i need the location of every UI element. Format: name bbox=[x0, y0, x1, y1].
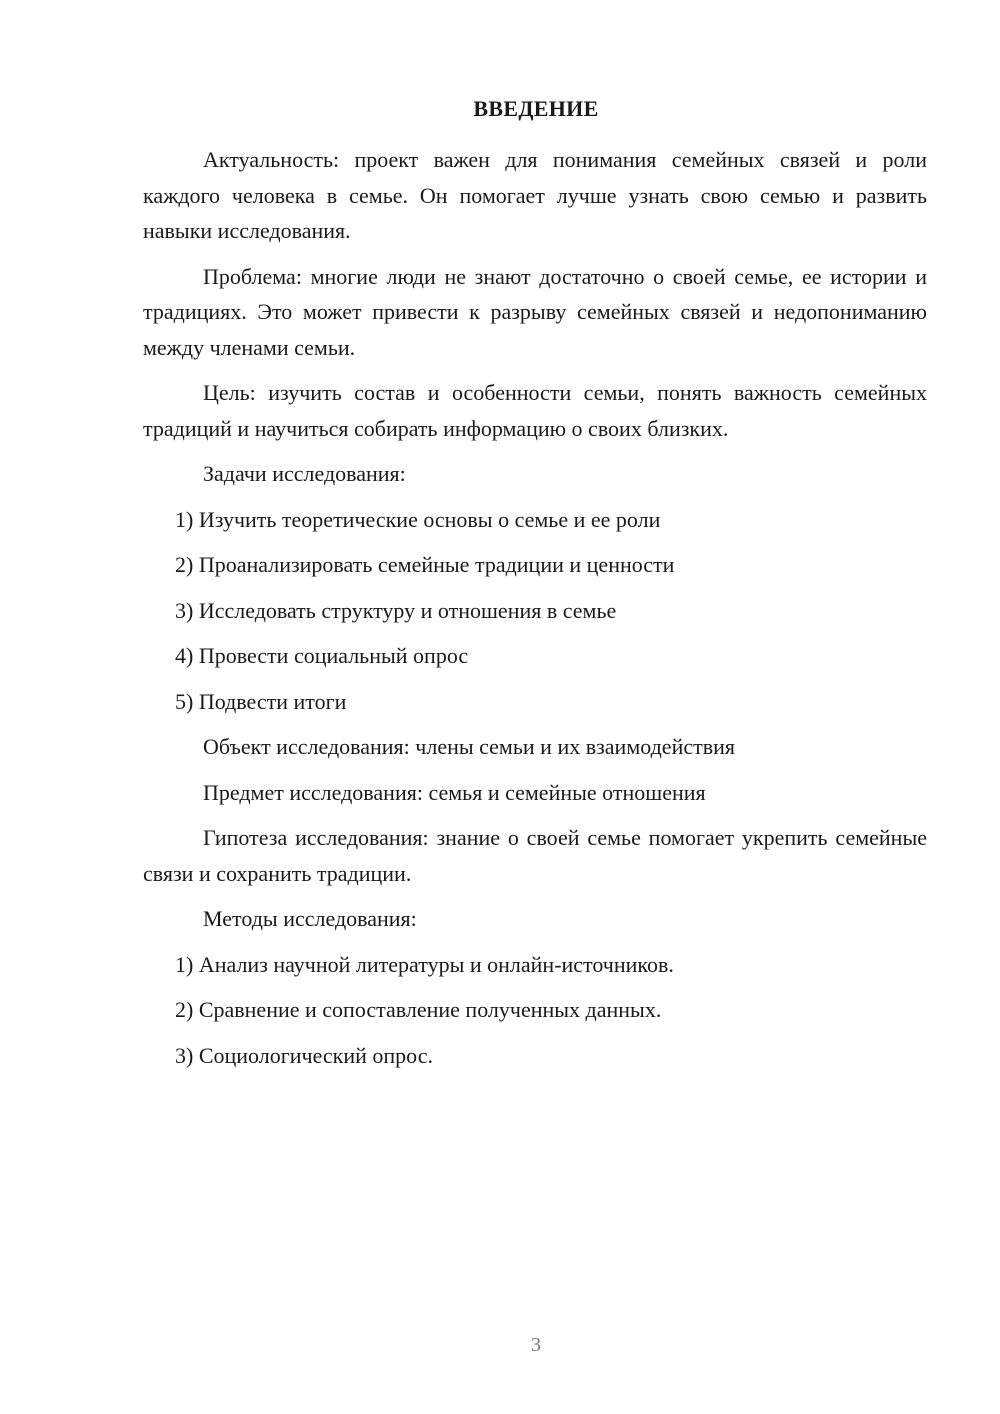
task-item: 5) Подвести итоги bbox=[175, 688, 347, 714]
task-item: 1) Изучить теоретические основы о семье и ее роли bbox=[175, 506, 661, 532]
method-item: 2) Сравнение и сопоставление полученных данных. bbox=[175, 997, 662, 1022]
method-item: 3) Социологический опрос. bbox=[175, 1042, 433, 1068]
relevance-paragraph: Актуальность: проект важен для понимания семейных связей и роли каждого человека в семье. Он помогает лучше узнать свою семью и развить навыки исследования. bbox=[143, 147, 927, 243]
goal-paragraph: Цель: изучить состав и особенности семьи, понять важность семейных традиций и научиться собирать информацию о своих близких. bbox=[143, 380, 927, 441]
page-title: ВВЕДЕНИЕ bbox=[473, 96, 599, 121]
problem-paragraph: Проблема: многие люди не знают достаточно о своей семье, ее истории и традициях. Это может привести к разрыву семейных связей и недопониманию между членами семьи. bbox=[143, 263, 927, 360]
task-item: 4) Провести социальный опрос bbox=[175, 643, 469, 668]
task-item: 2) Проанализировать семейные традиции и ценности bbox=[175, 552, 675, 577]
page-number: 3 bbox=[531, 1334, 541, 1356]
object-line: Объект исследования: члены семьи и их взаимодействия bbox=[203, 734, 736, 759]
subject-line: Предмет исследования: семья и семейные отношения bbox=[203, 779, 706, 805]
tasks-heading: Задачи исследования: bbox=[203, 461, 406, 486]
hypothesis-paragraph: Гипотеза исследования: знание о своей семье помогает укрепить семейные связи и сохранить традиции. bbox=[143, 825, 927, 886]
method-item: 1) Анализ научной литературы и онлайн-источников. bbox=[175, 951, 674, 977]
methods-heading: Методы исследования: bbox=[203, 906, 417, 931]
task-item: 3) Исследовать структуру и отношения в семье bbox=[175, 597, 617, 623]
document-body bbox=[143, 142, 927, 1083]
